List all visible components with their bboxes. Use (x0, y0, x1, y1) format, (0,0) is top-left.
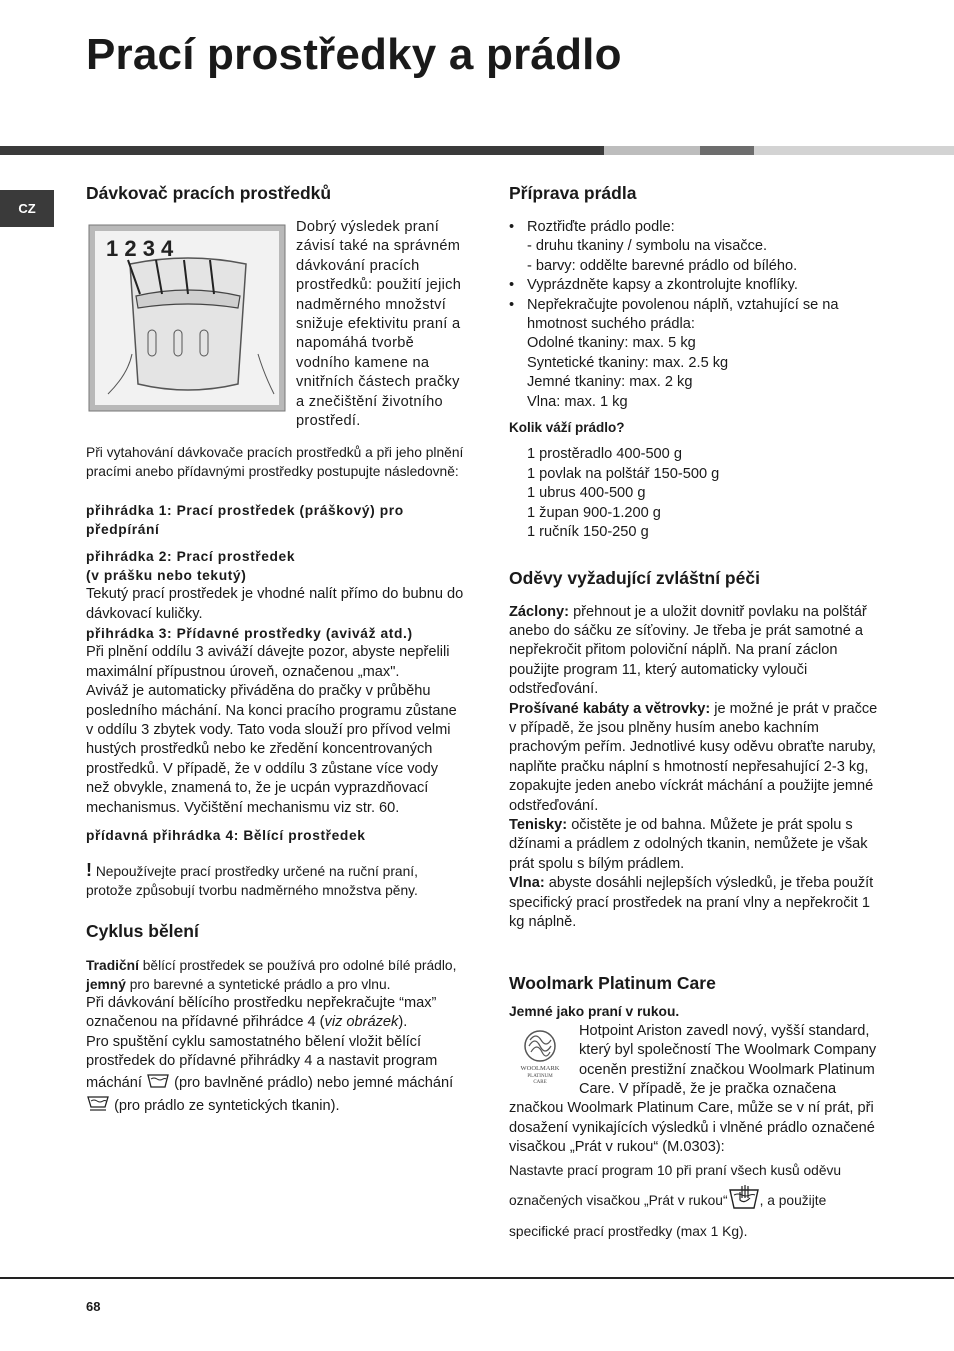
shoes-text: očistěte je od bahna. Můžete je prát spolu s džínami a prádlem z odolných tkanin, nemůžete je však prát spolu s bílým prádlem. (509, 816, 868, 872)
prep-sort-fabric: - druhu tkaniny / symbolu na visačce. (527, 238, 768, 255)
woolmark-paragraph-2 (509, 1158, 887, 1245)
bleach-gentle-label: jemný (86, 976, 126, 992)
dispenser-heading: Dávkovač pracích prostředků (86, 183, 332, 203)
woolmark-program-text: Nastavte prací program 10 při praní všech kusů oděvu označených visačkou „Prát v rukou“ (509, 1162, 842, 1208)
bleach-cotton-text: (pro bavlněné prádlo) nebo jemné máchání (174, 1074, 454, 1091)
bleach-paragraph-1 (86, 956, 464, 994)
list-item (509, 296, 887, 412)
compartment-2-title: přihrádka 2: Prací prostředek (86, 549, 296, 565)
wool-text: abyste dosáhli nejlepších výsledků, je třeba použít specifický prací prostředek na praní vlny a nepřekročit 1 kg náplně. (509, 875, 874, 930)
bleach-paragraph-3 (86, 1033, 464, 1119)
woolmark-logo (513, 1026, 567, 1086)
compartment-3-title: přihrádka 3: Přídavné prostředky (aviváž atd.) (86, 626, 413, 642)
woolmark-subheading: Jemné jako praní v rukou. (509, 1004, 680, 1020)
gentle-rinse-icon (86, 1094, 110, 1118)
list-item: 1 župan 900-1.200 g (527, 504, 661, 521)
shoes-label: Tenisky: (509, 816, 568, 833)
bleach-figure-ref: viz obrázek (324, 1014, 399, 1031)
load-synthetic: Syntetické tkaniny: max. 2.5 kg (527, 354, 729, 371)
bleach-paragraph-2 (86, 994, 464, 1033)
list-item: 1 ubrus 400-500 g (527, 485, 646, 502)
footer-rule (0, 1277, 954, 1279)
woolmark-logo-text-1: WOOLMARK (520, 1064, 560, 1072)
list-item (509, 218, 887, 276)
compartment-4-title: přídavná přihrádka 4: Bělící prostředek (86, 827, 366, 843)
header-bar-light (604, 146, 700, 155)
list-item: 1 prostěradlo 400-500 g (527, 446, 682, 463)
wool-paragraph (509, 874, 887, 932)
prep-list (509, 218, 887, 412)
language-tab: CZ (0, 190, 54, 227)
header-bar-pale (754, 146, 954, 155)
warning-text: Nepoužívejte prací prostředky určené na ruční praní, protože způsobují tvorbu nadměrného množstva pěny. (86, 863, 418, 898)
dispenser-intro: Dobrý výsledek praní závisí také na správném dávkování pracích prostředků: použití jejich nadměrného množství snižuje efektivitu praní a napomáhá tvorbě vodního kamene na vnitřních částech pračky a znečištění životního prostředí. (296, 219, 462, 430)
prep-sort-colour: - barvy: oddělte barevné prádlo od bílého. (527, 257, 798, 274)
right-column (509, 182, 887, 1245)
prep-load-text: Nepřekračujte povolenou náplň, vztahující se na hmotnost suchého prádla: (527, 296, 839, 333)
warning-icon: ! (86, 859, 92, 880)
load-cotton: Odolné tkaniny: max. 5 kg (527, 335, 696, 352)
figure-compartment-label: 1 2 3 4 (106, 236, 174, 261)
bleach-cycle-text: Pro spuštění cyklu samostatného bělení vložit bělící prostředek do přídavné přihrádky 4 a nastavit program máchání (86, 1033, 438, 1091)
load-delicate: Jemné tkaniny: max. 2 kg (527, 374, 693, 391)
list-item: 1 povlak na polštář 150-500 g (527, 465, 720, 482)
prep-heading: Příprava prádla (509, 183, 637, 203)
dispenser-removal: Při vytahování dávkovače pracích prostředků a při jeho plnění pracími anebo přídavnými prostředky postupujte následovně: (86, 445, 464, 480)
compartment-2-subtitle: (v prášku nebo tekutý) (86, 568, 247, 584)
bleach-text-1: bělící prostředek se používá pro odolné bílé prádlo, (138, 957, 457, 973)
woolmark-paragraph-1: Hotpoint Ariston zavedl nový, vyšší standard, který byl společností The Woolmark Company oceněn prestižní značkou Woolmark Platinum Care. V případě, že je pračka označena značkou Woolmark Platinum Care, může se v ní prát, při dosažení vynikajících výsledků i vlněné prádlo označené visačkou „Prát v rukou“ (M.0303): (509, 1022, 877, 1156)
curtains-label: Záclony: (509, 603, 570, 620)
bleach-max-text: Při dávkování bělícího prostředku nepřekračujte “max” označenou na přídavné přihrádce 4 ( (86, 994, 437, 1031)
curtains-text: přehnout je a uložit dovnitř povlaku na polštář anebo do sáčku ze síťoviny. Je třeba je prát samotné a nepřekročit přitom poloviční náplň. Na praní záclon použijte program 11, který automaticky vylouči odstřeďování. (509, 603, 867, 698)
bleach-heading: Cyklus bělení (86, 920, 199, 941)
header-bar-mid (700, 146, 754, 155)
woolmark-logo-text-3: CARE (533, 1079, 547, 1085)
curtains-paragraph (509, 603, 887, 700)
compartment-3-text-1: Při plnění oddílu 3 aviváží dávejte pozor, abyste nepřelili maximální přípustnou úroveň, označenou „max". (86, 644, 450, 680)
compartment-2-text: Tekutý prací prostředek je vhodné nalít přímo do bubnu do dávkovací kuličky. (86, 586, 464, 622)
special-care-heading: Oděvy vyžadující zvláštní péči (509, 567, 760, 588)
coats-paragraph (509, 700, 887, 816)
bleach-max-end: ). (398, 1014, 408, 1031)
weights-heading: Kolik váží prádlo? (509, 420, 625, 436)
page-number: 68 (86, 1299, 101, 1314)
compartment-1-title: přihrádka 1: Prací prostředek (práškový) pro předpírání (86, 503, 404, 538)
warning-note (86, 861, 464, 900)
hand-wash-icon (728, 1184, 760, 1219)
woolmark-logo-text-2: PLATINUM (527, 1073, 553, 1079)
weights-list (509, 445, 887, 542)
bleach-traditional-label: Tradiční (86, 957, 139, 973)
compartment-3-text-2: Aviváž je automaticky přiváděna do pračky v průběhu posledního máchání. Na konci pracího programu zůstane v oddílu 3 zbytek vody. Tato voda slouží pro přívod velmi hustých prostředků nebo ke zředění koncentrovaných prostředků. V případě, že v oddílu 3 zůstane více vody než obvykle, znamená to, že je ucpán vyprazdňovací mechanismus. Vyčištění mechanismu viz str. 60. (86, 683, 457, 816)
woolmark-heading: Woolmark Platinum Care (509, 973, 716, 994)
header-bar-dark (0, 146, 604, 155)
wool-label: Vlna: (509, 875, 545, 892)
page-title: Prací prostředky a prádlo (86, 30, 622, 79)
dispenser-illustration (88, 224, 286, 412)
left-column (86, 182, 464, 1118)
coats-text: je možné je prát v pračce v případě, že jsou plněny husím anebo kachním prachovým peřím. Jednotlivé kusy oděvu obraťte naruby, naplňte pračku náplní s hmotností nepřesahující 2-3 kg, zopakujte jeden anebo víckrát máchání a použijte jemné odstřeďování. (509, 700, 878, 814)
list-item: 1 ručník 150-250 g (527, 524, 649, 541)
rinse-icon (146, 1072, 170, 1094)
load-wool: Vlna: max. 1 kg (527, 393, 628, 410)
list-item: • Vyprázdněte kapsy a zkontrolujte knoflíky. (509, 276, 887, 295)
woolmark-detergent-text: , a použijte specifické prací prostředky (max 1 Kg). (509, 1192, 827, 1239)
dispenser-figure (88, 224, 286, 412)
shoes-paragraph (509, 816, 887, 874)
coats-label: Prošívané kabáty a větrovky: (509, 700, 711, 717)
bleach-synthetic-text: (pro prádlo ze syntetických tkanin). (114, 1098, 340, 1115)
prep-sort-text: Roztřiďte prádlo podle: (527, 219, 675, 235)
bleach-text-2: pro barevné a syntetické prádlo a pro vlnu. (125, 976, 391, 992)
